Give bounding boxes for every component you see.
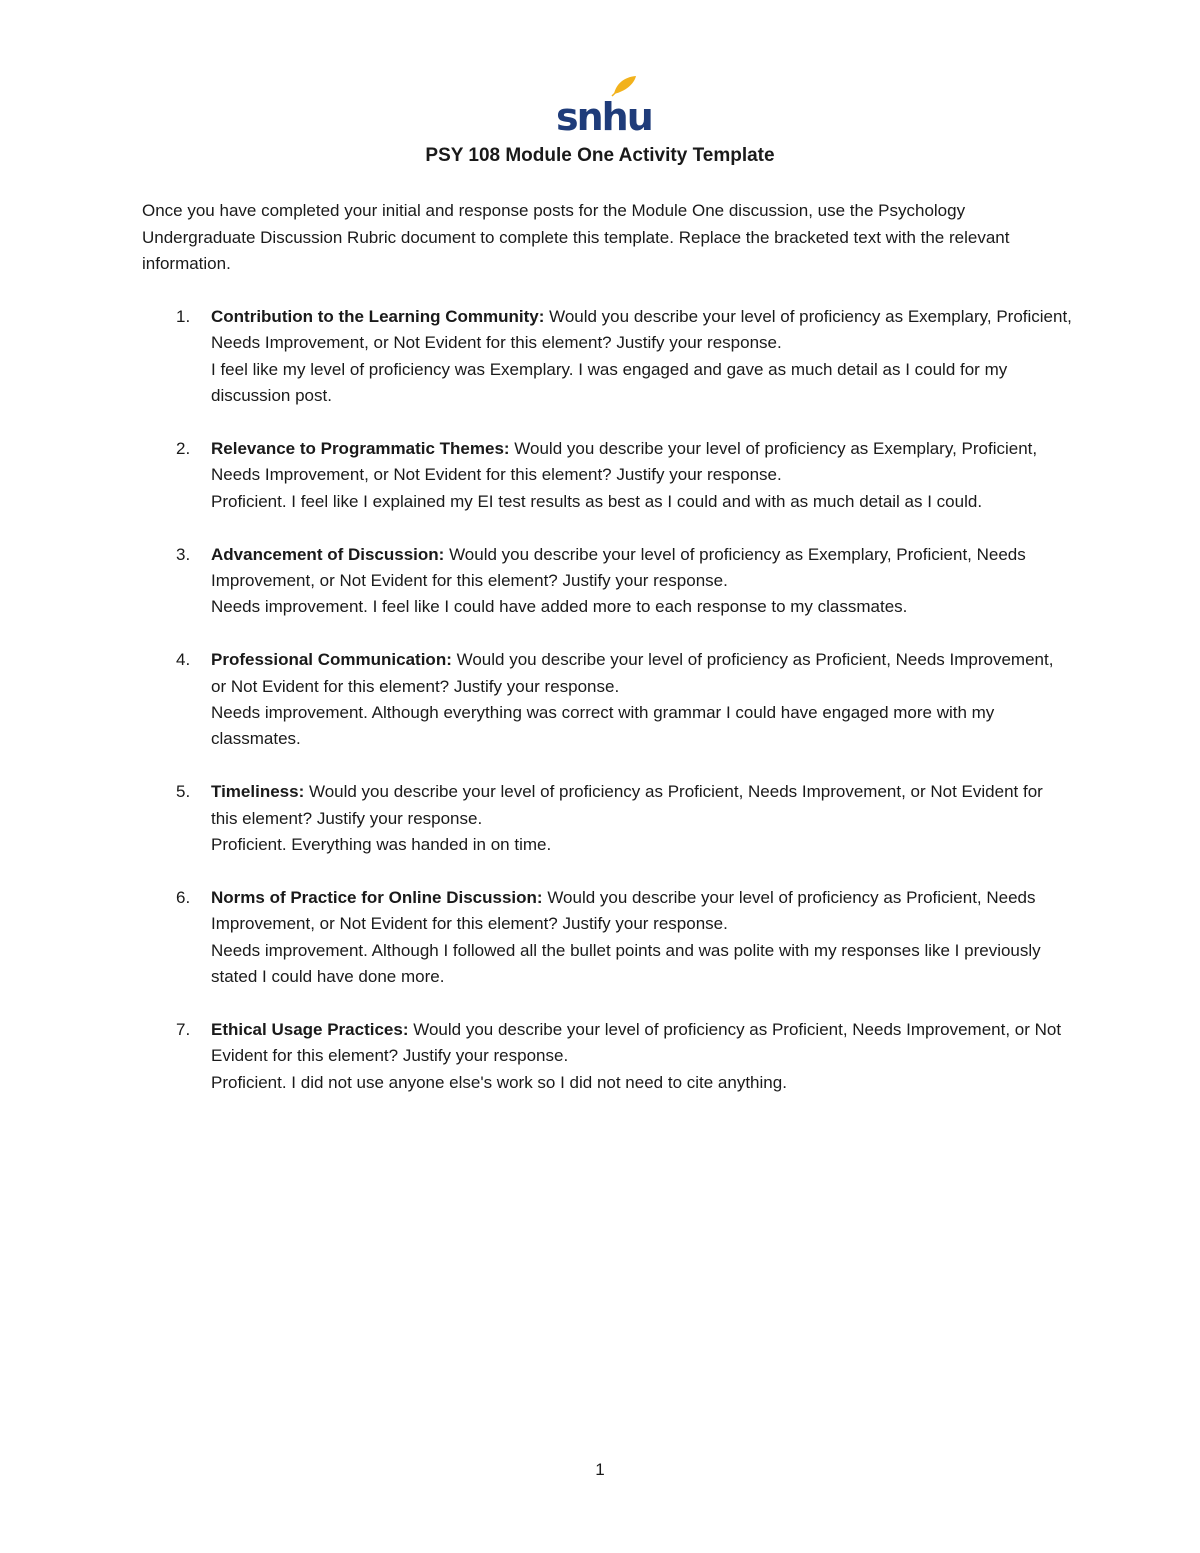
rubric-item (142, 779, 1072, 858)
document-title: PSY 108 Module One Activity Template (425, 145, 775, 166)
item-label: Advancement of Discussion: (211, 544, 450, 564)
item-number: 1. (176, 307, 191, 326)
item-number: 4. (176, 650, 191, 670)
snhu-logo (554, 74, 652, 139)
item-answer: Needs improvement. Although everything was correct with grammar I could have engaged more with my classmates. (211, 703, 995, 749)
item-number: 3. (176, 544, 191, 564)
item-number: 7. (176, 1019, 191, 1039)
rubric-item-list (142, 304, 1072, 1122)
item-question: Would you describe your level of proficiency as Exemplary, Proficient, Needs Improvement, or Not Evident for this element? Justify your response. (211, 544, 1026, 591)
rubric-item (142, 647, 1072, 753)
item-question: Would you describe your level of proficiency as Proficient, Needs Improvement, or Not Evident for this element? Justify your response. (211, 1019, 1062, 1066)
rubric-item (142, 542, 1072, 621)
item-answer: I feel like my level of proficiency was Exemplary. I was engaged and gave as much detail as I could for my discussion post. (211, 359, 1008, 406)
item-answer: Proficient. I feel like I explained my EI test results as best as I could and with as much detail as I could. (211, 491, 983, 511)
item-number: 6. (176, 887, 191, 907)
page-number: 1 (595, 1460, 605, 1479)
rubric-item (142, 304, 1072, 410)
item-label: Ethical Usage Practices: (211, 1019, 414, 1039)
item-question: Would you describe your level of proficiency as Exemplary, Proficient, Needs Improvement, or Not Evident for this element? Justify your response. (211, 439, 1038, 485)
svg-text:snhu: snhu (556, 95, 652, 139)
intro-paragraph: Once you have completed your initial and response posts for the Module One discussion, use the Psychology Undergraduate Discussion Rubric document to complete this template. Replace the bracketed text with the relevant information. (142, 201, 1010, 273)
rubric-item (142, 885, 1072, 991)
item-answer: Proficient. I did not use anyone else's work so I did not need to cite anything. (211, 1072, 787, 1092)
item-answer: Proficient. Everything was handed in on time. (211, 835, 552, 855)
item-number: 5. (176, 782, 191, 802)
item-question: Would you describe your level of proficiency as Proficient, Needs Improvement, or Not Evident for this element? Justify your response. (211, 650, 1054, 696)
rubric-item (142, 436, 1072, 515)
snhu-logo-graphic (554, 74, 652, 139)
item-question: Would you describe your level of proficiency as Exemplary, Proficient, Needs Improvement, or Not Evident for this element? Justify your response. (211, 307, 1072, 353)
item-label: Professional Communication: (211, 650, 457, 670)
item-answer: Needs improvement. Although I followed all the bullet points and was polite with my responses like I previously stated I could have done more. (211, 940, 1041, 987)
item-label: Relevance to Programmatic Themes: (211, 439, 515, 459)
item-number: 2. (176, 439, 191, 459)
item-label: Norms of Practice for Online Discussion: (211, 887, 548, 907)
item-question: Would you describe your level of proficiency as Proficient, Needs Improvement, or Not Evident for this element? Justify your response. (211, 782, 1043, 828)
rubric-item (142, 1017, 1072, 1096)
item-label: Contribution to the Learning Community: (211, 307, 550, 326)
item-label: Timeliness: (211, 782, 309, 802)
item-question: Would you describe your level of proficiency as Proficient, Needs Improvement, or Not Evident for this element? Justify your response. (211, 887, 1036, 934)
item-answer: Needs improvement. I feel like I could have added more to each response to my classmates. (211, 597, 908, 617)
